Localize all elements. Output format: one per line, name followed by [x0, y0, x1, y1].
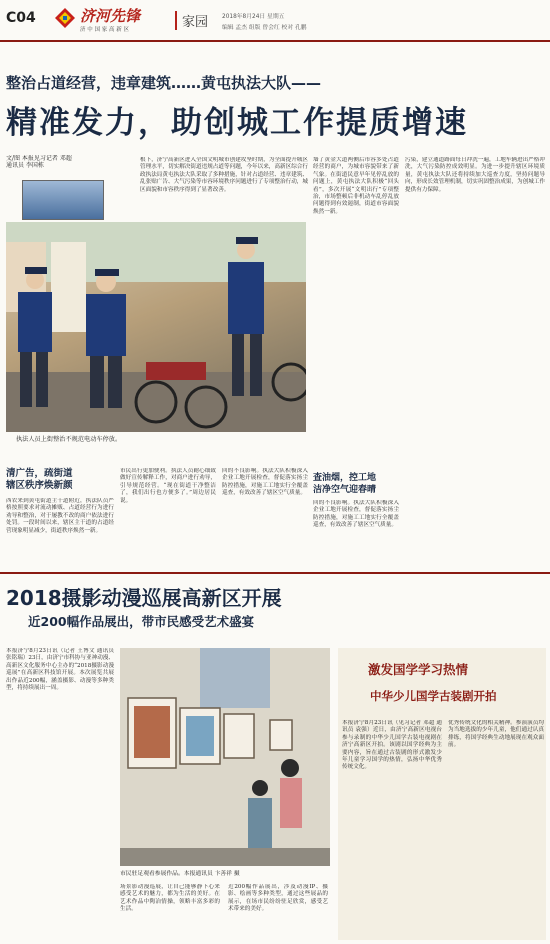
- story1-main-photo: [6, 222, 306, 432]
- issue-date: 2018年8月24日 星期五: [222, 14, 285, 20]
- story2-col2: 场景影动漫巡展，让自己能够静下心来感受艺术的魅力，都为生活的美好。在艺术作品中陶冶情操，领略丰富多彩的生活。: [120, 884, 220, 913]
- paper-subtitle: 济 中 国 家 高 新 区: [80, 27, 129, 33]
- story1-byline: 文/图 本报见习记者 邓超 通讯员 李国栋: [6, 155, 72, 170]
- story3-subhead: 中华少儿国学古装剧开拍: [370, 689, 497, 703]
- page-number: C04: [6, 10, 36, 26]
- story2-headline: 2018摄影动漫巡展高新区开展: [6, 586, 282, 610]
- story1-subhead1: 清广告，疏街道 辖区秩序焕新颜: [6, 468, 73, 491]
- story1-bottom-col2: 市民出行更加便利。执法人员耐心细致做好宣传解释工作，对商户进行劝导，引导规范经营。“现在街道干净整洁了，我们出行也方便多了。”周边居民说。: [120, 468, 216, 504]
- story1-bottom-col1: 西农来到黄屯街道主干道附近，执法队员严格按照要求对流动摊贩、占道经营行为进行劝导和整治，对于屡教不改的商户依法进行处罚。一段时间以来，辖区主干道的占道经营现象明显减少，街道秩序焕然一新。: [6, 498, 114, 534]
- story2-col3: 近200幅作品展出，涉及动漫IP、摄影、绘画等多种类型，通过这些展品的展示，在场市民纷纷驻足欣赏，感受艺术带来的美好。: [228, 884, 328, 913]
- story1-inset-photo: [22, 180, 104, 220]
- story1-col2-cont: 回的不良影响。执法大队积极深入企业工地开展检查，督促落实扬尘防控措施，对施工工地实行全覆盖巡查，有效改善了辖区空气质量。: [313, 500, 399, 529]
- editors-line: 编辑 孟杰 组版 曾会红 校对 孔鹏: [222, 25, 307, 31]
- paper-name: 济河先锋: [80, 7, 141, 25]
- story1-bottom-col3: 回的不良影响。执法大队积极深入企业工地开展检查，督促落实扬尘防控措施，对施工工地实行全覆盖巡查，有效改善了辖区空气质量。: [222, 468, 308, 497]
- story1-col2: 墙了黄金大道两侧后市容多处占道经营的商户，为城市容貌带来了新气象。在街道民意早年见停乱放的问题上，黄屯执法大队积极“回头看”，多次开展“文明出行”专项整治，市场整顿后非机动车乱停乱放问题得到有效遏制，街道市容面貌焕然一新。: [313, 157, 399, 215]
- story2-photo: [120, 648, 330, 866]
- story-divider: [0, 572, 550, 574]
- story1-kicker: 整治占道经营，违章建筑……黄屯执法大队——: [6, 74, 322, 92]
- section-name: 家园: [175, 11, 208, 30]
- story2-photo-caption: 市民驻足观看参展作品。本报通讯员 卞善祥 摄: [120, 871, 240, 877]
- paper-logo: [54, 7, 76, 29]
- story1-photo-caption: 执法人员上街整治不规范电动车停放。: [16, 436, 122, 443]
- story1-col3: 污染，建立通道路面每日冲洗一遍，工地车辆进出严格冲洗，大气污染防控成效明显。为进一步提升辖区环境质量，黄屯执法大队还将持续加大巡查力度，坚持问题导向，形成长效管理机制，切实巩固整治成果，为创城工作提供有力保障。: [405, 157, 545, 193]
- story1-headline: 精准发力，助创城工作提质增速: [6, 105, 468, 141]
- story2-subhead: 近200幅作品展出，带市民感受艺术盛宴: [28, 614, 255, 629]
- story2-lead: 本报济宁8月23日讯（记者 王博文 通讯员 张铭瑞）23日，由济宁市科协与亚神动漫、高新区文化服务中心主办的“2018摄影动漫巡展”在高新区科技馆开展。本次展览共展出作品近200幅，涵盖摄影、动漫等多种类型，将持续展出一周。: [6, 648, 114, 692]
- story3-col2: 优秀传统文化的相关精神。参演演员均为当地选拔的少年儿童，他们通过认真排练，将国学经典生动地展现在观众面前。: [448, 720, 544, 749]
- masthead-rule: [0, 40, 550, 42]
- story1-subhead2: 查油烟，控工地 洁净空气迎春晴: [313, 473, 377, 495]
- story1-col1: 根下，济宁高新区进入全国文明城市创建攻坚时期，为全面提升城区管理水平，切实解决街道违规占道等问题，今年以来，高新区综合行政执法局黄屯执法大队采取了多种措施，针对占道经营、违章建筑、乱张贴广告、大气污染等市容环境秩序问题进行了专项整治行动，城区面貌和市容秩序得到了显著改善。: [140, 157, 308, 193]
- story3-col1: 本报济宁8月23日讯（见习记者 邓超 通讯员 袁强）近日，由济宁高新区电视台参与录制的中华少儿国学古装电视剧在济宁高新区开拍。该剧以国学经典为主要内容，旨在通过古装剧的形式激发少年儿童学习国学的热情，弘扬中华优秀传统文化。: [342, 720, 442, 771]
- story3-headline: 激发国学学习热情: [368, 662, 469, 677]
